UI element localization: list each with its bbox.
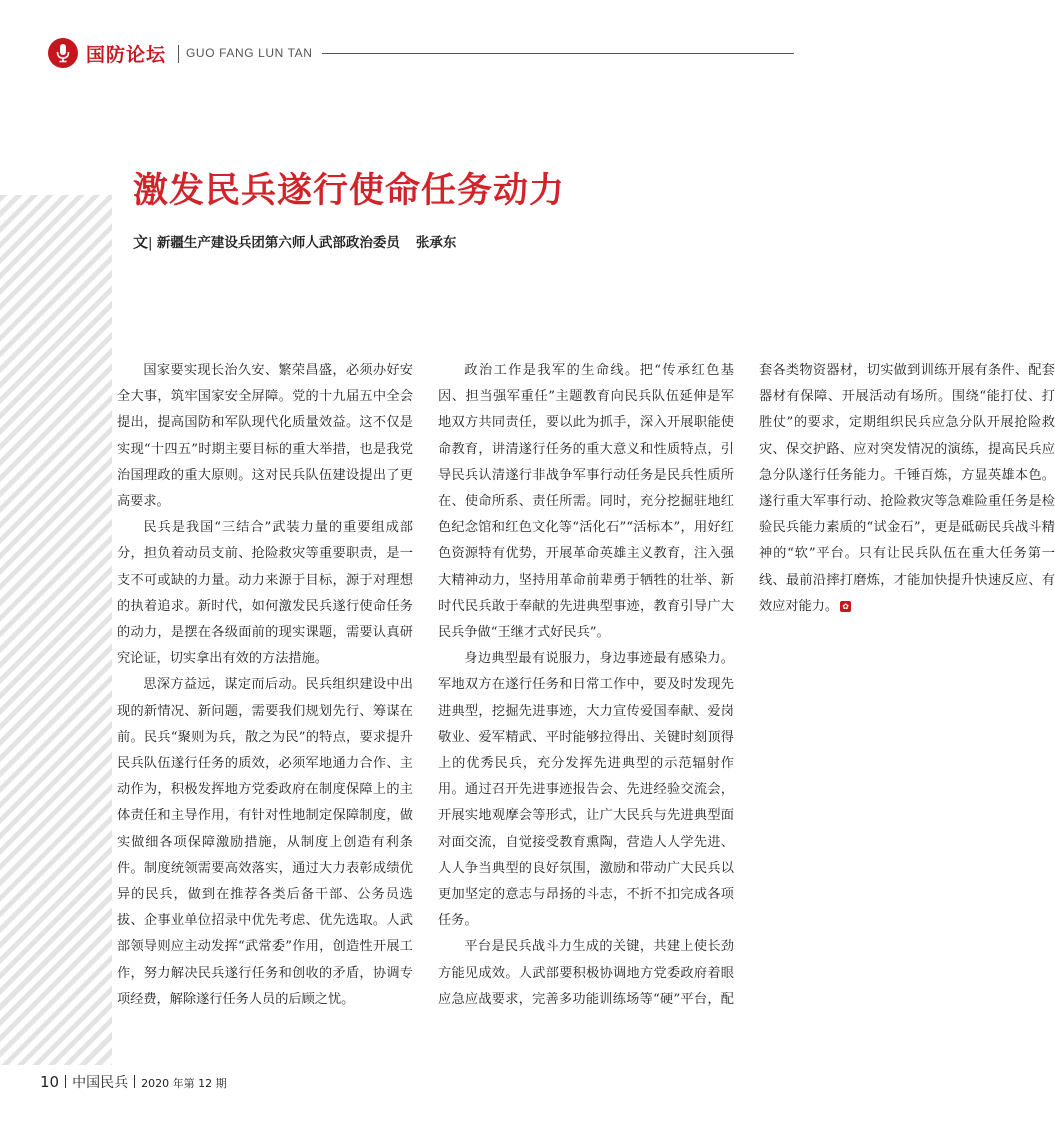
paragraph: 民兵是我国“三结合”武装力量的重要组成部分，担负着动员支前、抢险救灾等重要职责，是一支不可或缺的力量。动力来源于目标，源于对理想的执着追求。新时代，如何激发民兵遂行使命任务的动力，是摆在各级面前的现实课题，需要认真研究论证，切实拿出有效的方法措施。	[117, 520, 413, 667]
page-footer	[40, 1072, 227, 1092]
header-rule	[322, 53, 794, 54]
author-name: 张承东	[415, 235, 457, 251]
end-mark-icon: ✿	[840, 601, 851, 612]
magazine-name: 中国民兵	[72, 1075, 129, 1091]
section-pinyin: GUO FANG LUN TAN	[186, 46, 313, 60]
paragraph: 政治工作是我军的生命线。把“传承红色基因、担当强军重任”主题教育向民兵队伍延伸是军地双方共同责任，要以此为抓手，深入开展职能使命教育，讲清遂行任务的重大意义和性质特点，引导民兵认清遂行非战争军事行动任务是民兵性质所在、使命所系、责任所需。同时，充分挖掘驻地红色纪念馆和红色文化等“活化石”“活标本”，用好红色资源特有优势，开展革命英雄主义教育，注入强大精神动力，坚持用革命前辈勇于牺牲的壮举、新时代民兵敢于奉献的先进典型事迹，教育引导广大民兵争做“王继才式好民兵”。	[438, 363, 734, 641]
page-number: 10	[40, 1073, 60, 1091]
section-title: 国防论坛	[86, 44, 167, 66]
header-divider	[178, 45, 179, 63]
byline-prefix: 文	[133, 233, 149, 251]
paragraph: 国家要实现长治久安、繁荣昌盛，必须办好安全大事，筑牢国家安全屏障。党的十九届五中全会提出，提高国防和军队现代化质量效益。这不仅是实现“十四五”时期主要目标的重大举措，也是我党治国理政的重大原则。这对民兵队伍建设提出了更高要求。	[117, 363, 413, 510]
article-title: 激发民兵遂行使命任务动力	[133, 171, 566, 211]
paragraph-text: 平台是民兵战斗力生成的关键，共建上使长劲方能见成效。人武部要积极协调地方党委政府着眼应急应战要求，完善多功能训练场等“硬”平台，配套各类物资器材，切实做到训练开展有条件、配套器材有保障、开展活动有场所。围绕“能打仗、打胜仗”的要求，定期组织民兵应急分队开展抢险救灾、保交护路、应对突发情况的演练，提高民兵应急分队遂行任务能力。千锤百炼，方显英雄本色。遂行重大军事行动、抢险救灾等急难险重任务是检验民兵能力素质的“试金石”，更是砥砺民兵战斗精神的“软”平台。只有让民兵队伍在重大任务第一线、最前沿摔打磨炼，才能加快提升快速反应、有效应对能力。	[438, 363, 1055, 1007]
microphone-icon	[48, 38, 78, 68]
paragraph: 思深方益远，谋定而后动。民兵组织建设中出现的新情况、新问题，需要我们规划先行、筹谋在前。民兵“聚则为兵，散之为民”的特点，要求提升民兵队伍遂行任务的质效，必须军地通力合作、主动作为，积极发挥地方党委政府在制度保障上的主体责任和主导作用，有针对性地制定保障制度，做实做细各项保障激励措施，从制度上创造有利条件。制度统领需要高效落实，通过大力表彰成绩优异的民兵，做到在推荐各类后备干部、公务员选拔、企事业单位招录中优先考虑、优先选取。人武部领导则应主动发挥“武常委”作用，创造性开展工作，努力解决民兵遂行任务和创收的矛盾，协调专项经费，解除遂行任务人员的后顾之忧。	[117, 677, 413, 1007]
issue-label: 2020 年第 12 期	[141, 1077, 227, 1090]
author-affiliation: 新疆生产建设兵团第六师人武部政治委员	[156, 235, 400, 251]
decorative-stripes	[0, 195, 112, 1065]
paragraph: 身边典型最有说服力，身边事迹最有感染力。军地双方在遂行任务和日常工作中，要及时发现先进典型，挖掘先进事迹，大力宣传爱国奉献、爱岗敬业、爱军精武、平时能够拉得出、关键时刻顶得上的优秀民兵，充分发挥先进典型的示范辐射作用。通过召开先进事迹报告会、先进经验交流会，开展实地观摩会等形式，让广大民兵与先进典型面对面交流，自觉接受教育熏陶，营造人人学先进、人人争当典型的良好氛围，激励和带动广大民兵以更加坚定的意志与昂扬的斗志，不折不扣完成各项任务。	[438, 651, 734, 929]
byline: 文| 新疆生产建设兵团第六师人武部政治委员 张承东	[133, 233, 457, 251]
article-body	[117, 358, 1055, 1038]
